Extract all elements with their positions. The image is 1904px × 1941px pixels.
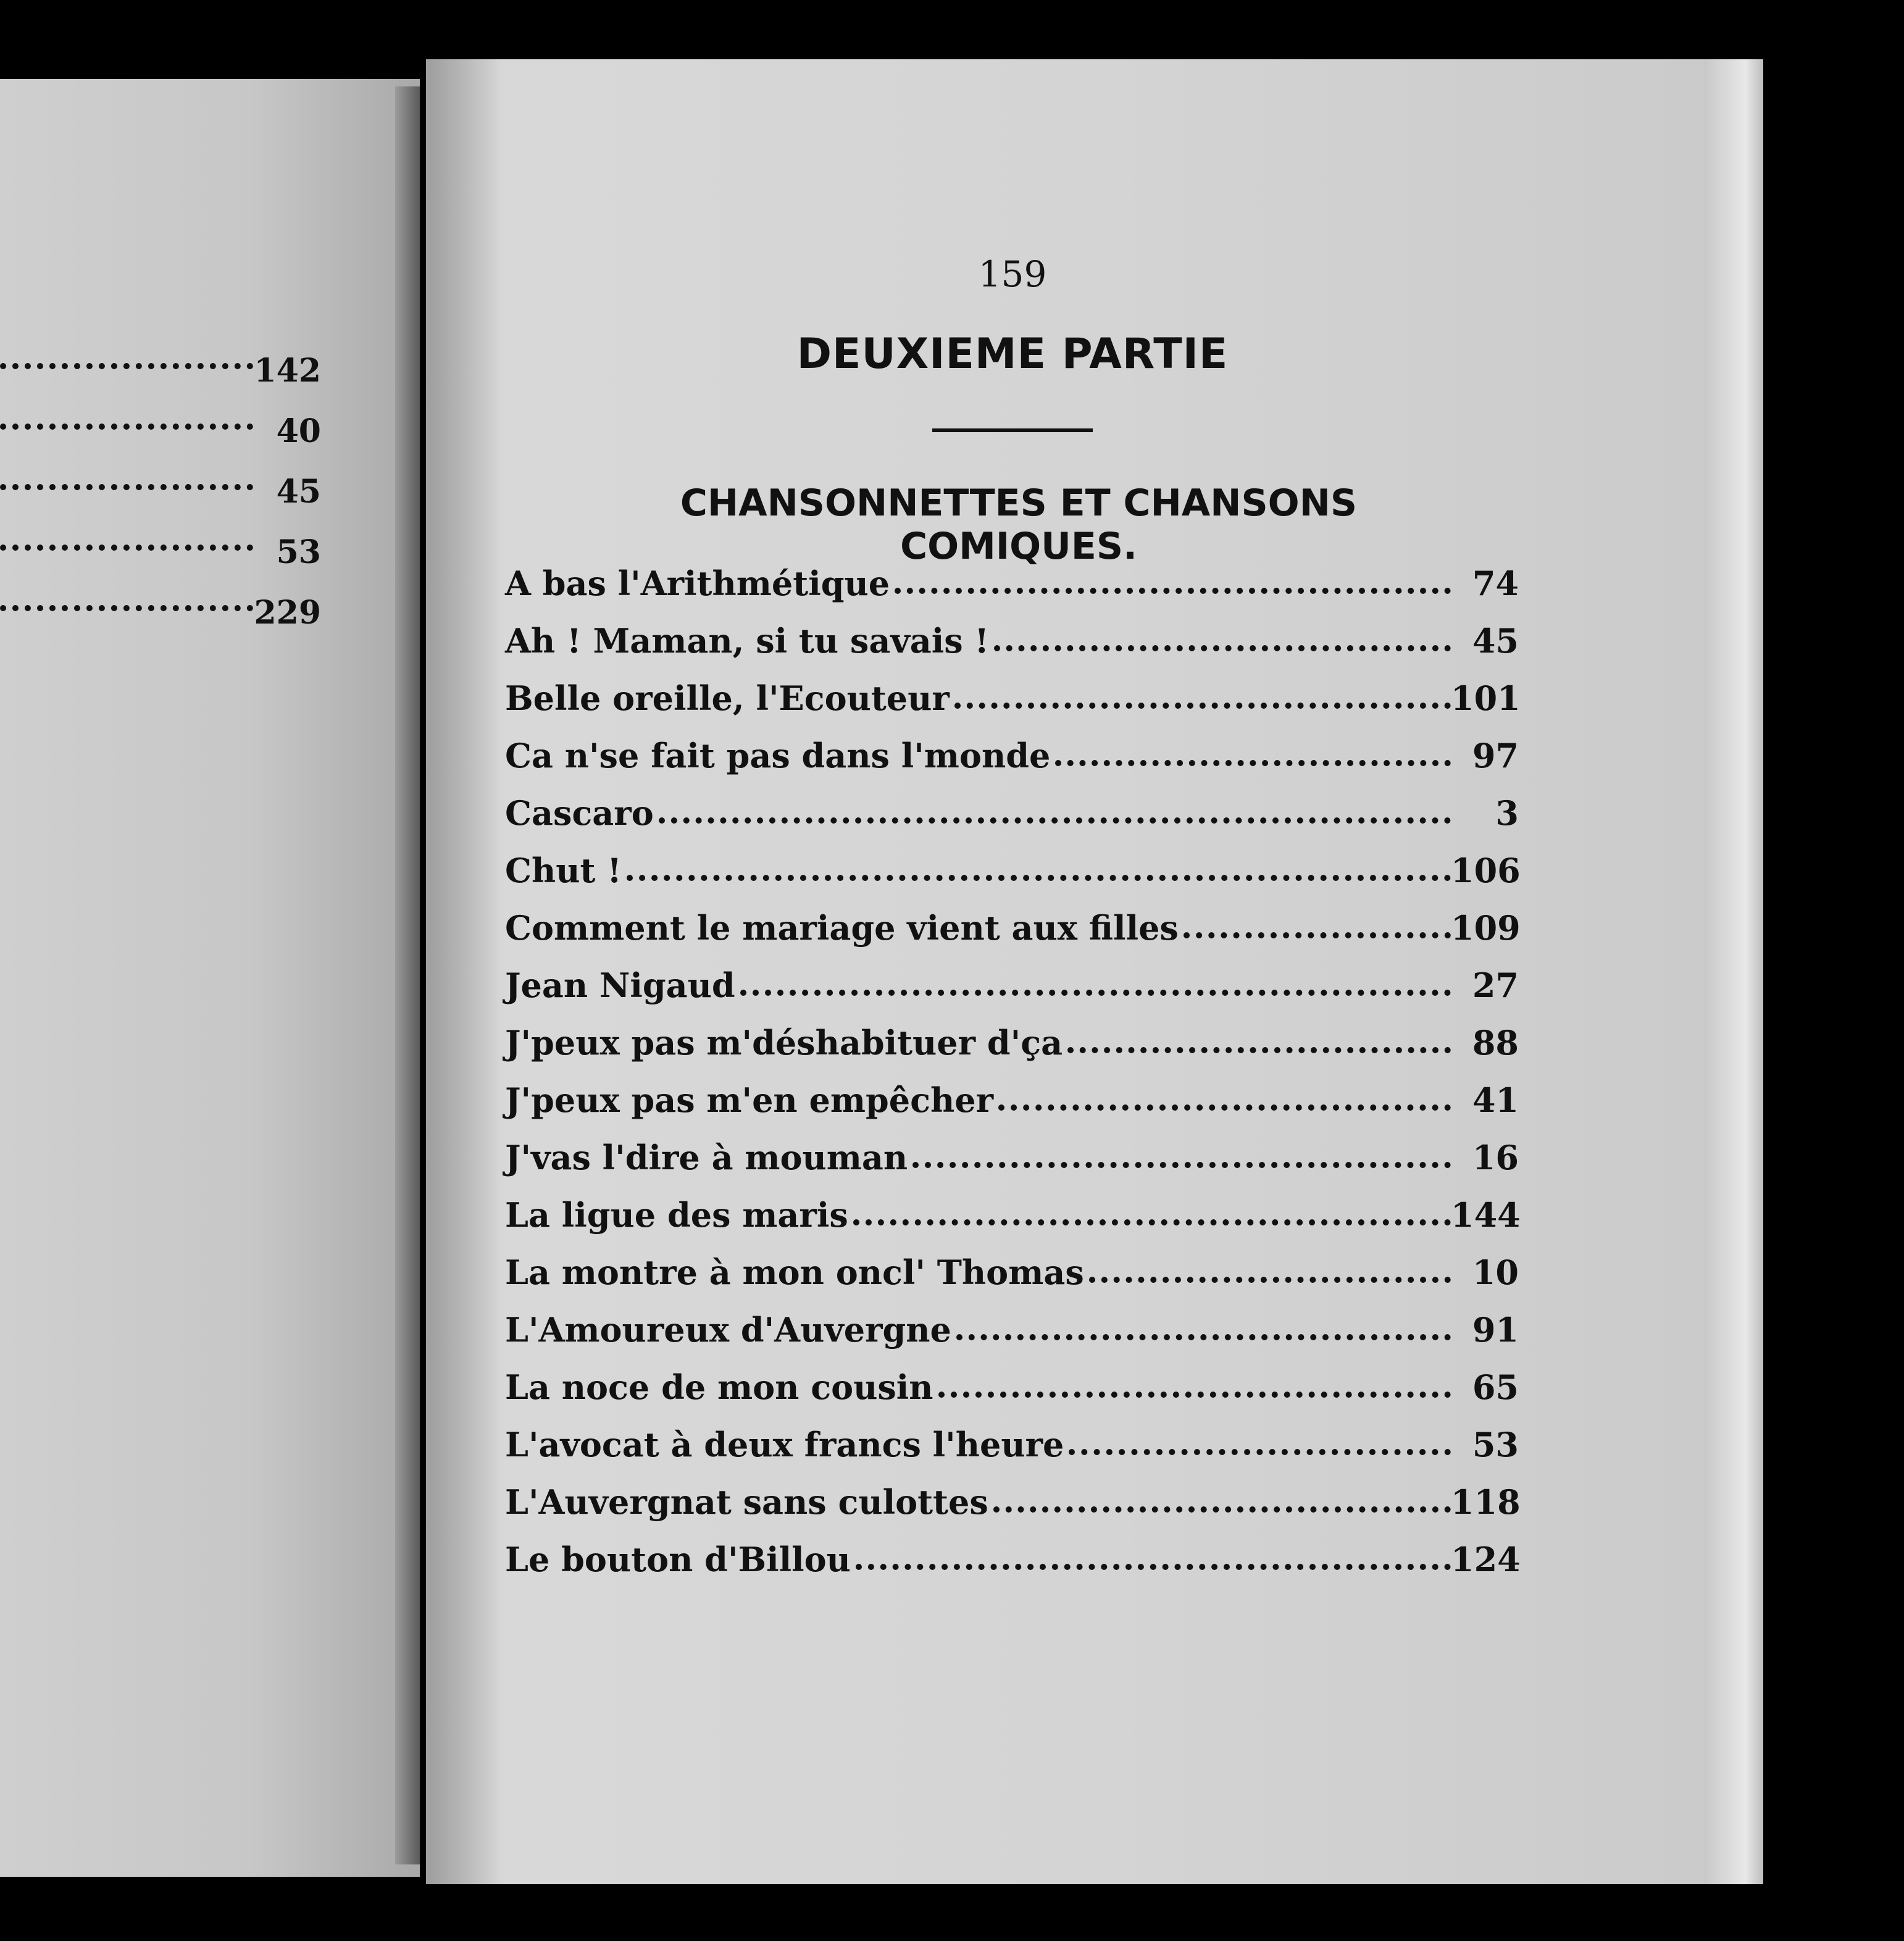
leader-dots [0,484,253,490]
toc-entry [505,1301,1519,1358]
leader-dots [627,875,1451,881]
leader-dots [1067,1047,1451,1053]
toc-entry-title: J'peux pas m'en empêcher [505,1080,994,1120]
left-entry-row [0,527,321,588]
toc-entry [505,1129,1519,1186]
toc-entry-title: J'peux pas m'déshabituer d'ça [505,1022,1063,1062]
book-spine [395,86,420,1864]
leader-dots [740,990,1451,996]
left-entry-page: 229 [254,594,321,632]
leader-dots [1089,1277,1451,1283]
toc-entry-title: Comment le mariage vient aux filles [505,908,1179,948]
toc-entry-title: Cascaro [505,793,654,833]
toc-entry-page: 106 [1451,850,1521,890]
toc-entry [505,841,1519,899]
toc-entry-title: Jean Nigaud [505,965,735,1005]
toc-entry [505,1358,1519,1416]
page-number: 159 [978,253,1047,295]
leader-dots [994,645,1451,651]
toc-entry-page: 74 [1472,563,1519,603]
leader-dots [993,1506,1451,1513]
toc-entry-page: 144 [1451,1195,1521,1235]
toc-entry-title: A bas l'Arithmétique [505,563,890,603]
leader-dots [853,1219,1451,1225]
toc-entry-title: Ca n'se fait pas dans l'monde [505,735,1051,775]
toc-entry-page: 65 [1472,1367,1519,1407]
left-entry-page: 45 [276,473,321,511]
toc-entry [505,612,1519,669]
toc-entry-title: La ligue des maris [505,1195,848,1235]
toc-entry-page: 118 [1451,1482,1521,1522]
left-entry-page: 53 [276,533,321,571]
toc-entry-page: 97 [1472,735,1519,775]
left-entry-page: 40 [276,412,321,450]
divider-rule [932,428,1093,432]
toc-entry [505,554,1519,612]
leader-dots [0,545,253,551]
leader-dots [0,605,253,611]
left-entry-page: 142 [254,352,321,390]
toc-entry [505,1014,1519,1071]
part-title: DEUXIEME PARTIE [796,330,1229,378]
toc-entry-title: Le bouton d'Billou [505,1539,851,1579]
toc-entry-page: 16 [1472,1137,1519,1177]
toc-entry [505,956,1519,1014]
toc-entry-page: 41 [1472,1080,1519,1120]
toc-entry-page: 3 [1495,793,1519,833]
table-of-contents [505,554,1519,1588]
leader-dots [895,588,1451,594]
toc-entry-title: J'vas l'dire à mouman [505,1137,908,1177]
leader-dots [938,1392,1451,1398]
left-page-entries [0,346,321,648]
toc-entry [505,1071,1519,1129]
leader-dots [856,1564,1451,1570]
leader-dots [659,817,1451,824]
toc-entry-title: Chut ! [505,850,622,890]
toc-entry-title: Belle oreille, l'Ecouteur [505,678,950,718]
toc-entry-title: Ah ! Maman, si tu savais ! [505,620,990,661]
left-entry-row [0,467,321,527]
leader-dots [1055,760,1451,766]
page-edge [1704,59,1763,1884]
toc-entry-page: 124 [1451,1539,1521,1579]
toc-entry [505,1473,1519,1530]
toc-entry [505,1530,1519,1588]
leader-dots [0,363,253,369]
toc-entry-page: 109 [1451,908,1521,948]
toc-entry-page: 45 [1472,620,1519,661]
toc-entry [505,1186,1519,1243]
leader-dots [954,703,1451,709]
toc-entry-title: La montre à mon oncl' Thomas [505,1252,1084,1292]
leader-dots [956,1334,1451,1340]
gutter-shadow [426,59,500,1884]
toc-entry [505,727,1519,784]
toc-entry-page: 10 [1472,1252,1519,1292]
toc-entry-title: L'avocat à deux francs l'heure [505,1424,1064,1464]
toc-entry [505,1243,1519,1301]
left-entry-row [0,588,321,648]
toc-entry-page: 53 [1472,1424,1519,1464]
toc-entry-page: 101 [1451,678,1521,718]
toc-entry-page: 88 [1472,1022,1519,1062]
left-entry-row [0,406,321,467]
left-entry-row [0,346,321,406]
leader-dots [0,424,253,430]
leader-dots [912,1162,1451,1168]
toc-entry-page: 91 [1472,1309,1519,1350]
toc-entry-title: L'Auvergnat sans culottes [505,1482,988,1522]
leader-dots [1069,1449,1451,1455]
leader-dots [1184,932,1451,938]
toc-entry-page: 27 [1472,965,1519,1005]
toc-entry [505,784,1519,841]
toc-entry [505,899,1519,956]
toc-entry [505,669,1519,727]
leader-dots [998,1104,1451,1111]
toc-entry-title: L'Amoureux d'Auvergne [505,1309,951,1350]
toc-entry-title: La noce de mon cousin [505,1367,933,1407]
toc-entry [505,1416,1519,1473]
section-title: CHANSONNETTES ET CHANSONS COMIQUES. [680,482,1358,568]
